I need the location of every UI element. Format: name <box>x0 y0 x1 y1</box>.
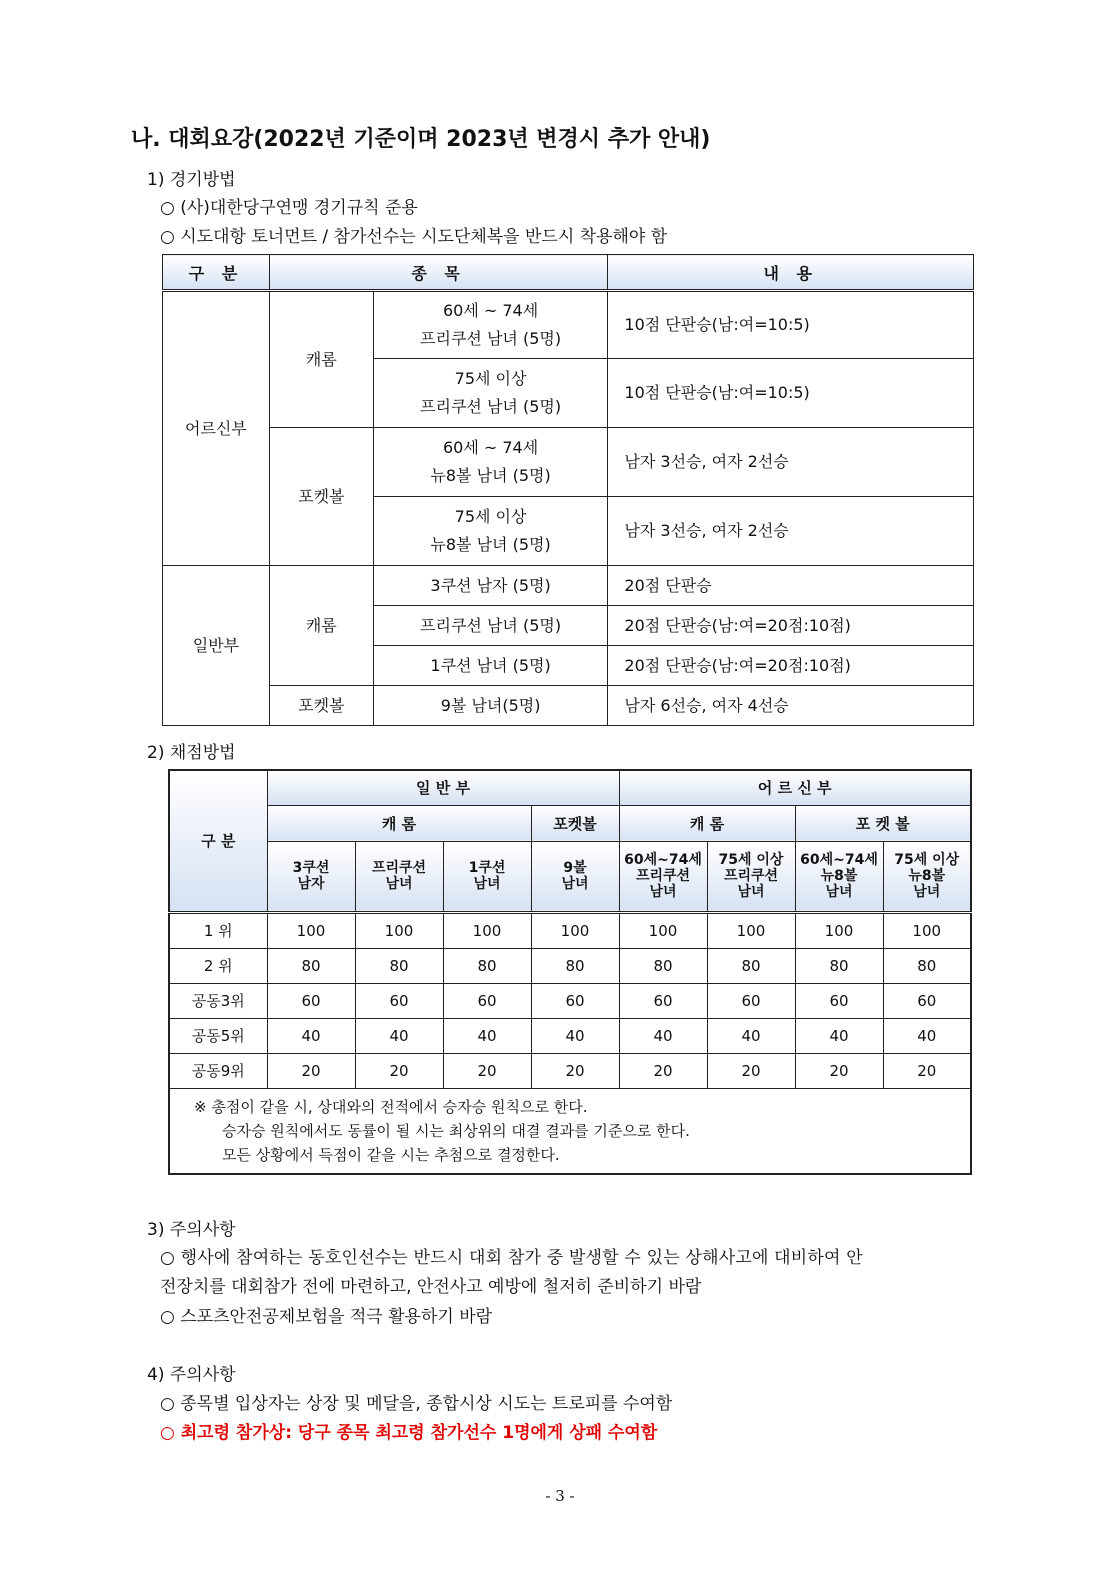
column-header: 3쿠션 남자 <box>267 841 355 912</box>
score-cell: 60 <box>707 983 795 1018</box>
rank-cell: 공동5위 <box>169 1018 267 1053</box>
method-item-1: ○ (사)대한당구연맹 경기규칙 준용 <box>160 198 418 218</box>
score-cell: 20 <box>531 1053 619 1088</box>
score-cell: 80 <box>795 948 883 983</box>
sub-general-pocket: 포켓볼 <box>531 805 619 841</box>
event-cell: 60세 ~ 74세 프리쿠션 남녀 (5명) <box>373 291 608 359</box>
content-cell: 20점 단판승 <box>608 566 974 606</box>
sub-elder-carom: 캐 롬 <box>619 805 795 841</box>
score-cell: 20 <box>355 1053 443 1088</box>
award-title: 4) 주의사항 <box>147 1365 236 1385</box>
score-cell: 40 <box>883 1018 971 1053</box>
method-title: 1) 경기방법 <box>147 170 236 190</box>
score-cell: 20 <box>267 1053 355 1088</box>
score-cell: 40 <box>355 1018 443 1053</box>
score-cell: 60 <box>619 983 707 1018</box>
score-cell: 60 <box>443 983 531 1018</box>
score-cell: 40 <box>795 1018 883 1053</box>
table-row <box>169 912 971 948</box>
event-cell: 1쿠션 남녀 (5명) <box>373 646 608 686</box>
score-cell: 40 <box>707 1018 795 1053</box>
score-cell: 60 <box>267 983 355 1018</box>
column-header: 75세 이상 뉴8볼 남녀 <box>883 841 971 912</box>
type-carom: 캐롬 <box>269 291 373 428</box>
scoring-corner: 구 분 <box>169 770 267 912</box>
score-cell: 100 <box>531 912 619 948</box>
table-row <box>169 1053 971 1088</box>
score-cell: 20 <box>619 1053 707 1088</box>
score-cell: 80 <box>619 948 707 983</box>
scoring-note: ※ 총점이 같을 시, 상대와의 전적에서 승자승 원칙으로 한다. 승자승 원칙에서도 동률이 될 시는 최상위의 대결 결과를 기준으로 한다. 모든 상황에서 득점이 같을 시는 추첨으로 결정한다. <box>169 1088 971 1174</box>
score-cell: 80 <box>883 948 971 983</box>
caution-item-1-line-1: ○ 행사에 참여하는 동호인선수는 반드시 대회 참가 중 발생할 수 있는 상해사고에 대비하여 안 <box>160 1248 863 1268</box>
score-cell: 100 <box>707 912 795 948</box>
rank-cell: 1 위 <box>169 912 267 948</box>
content-cell: 남자 3선승, 여자 2선승 <box>608 428 974 497</box>
type-pocket: 포켓볼 <box>269 686 373 726</box>
score-cell: 40 <box>443 1018 531 1053</box>
score-cell: 100 <box>355 912 443 948</box>
rank-cell: 공동9위 <box>169 1053 267 1088</box>
caution-title: 3) 주의사항 <box>147 1220 236 1240</box>
content-cell: 20점 단판승(남:여=20점:10점) <box>608 606 974 646</box>
column-header: 프리쿠션 남녀 <box>355 841 443 912</box>
award-item-2: ○ 최고령 참가상: 당구 종목 최고령 참가선수 1명에게 상패 수여함 <box>160 1423 658 1443</box>
caution-item-2: ○ 스포츠안전공제보험을 적극 활용하기 바람 <box>160 1307 493 1327</box>
score-cell: 80 <box>443 948 531 983</box>
score-cell: 20 <box>883 1053 971 1088</box>
score-cell: 80 <box>531 948 619 983</box>
event-cell: 프리쿠션 남녀 (5명) <box>373 606 608 646</box>
rank-cell: 2 위 <box>169 948 267 983</box>
division-general: 일반부 <box>163 566 270 726</box>
score-cell: 40 <box>619 1018 707 1053</box>
score-cell: 80 <box>355 948 443 983</box>
column-header: 75세 이상 프리쿠션 남녀 <box>707 841 795 912</box>
table-row <box>169 1018 971 1053</box>
group-general: 일 반 부 <box>267 770 619 805</box>
sub-elder-pocket: 포 켓 볼 <box>795 805 971 841</box>
column-header: 1쿠션 남녀 <box>443 841 531 912</box>
group-elder: 어 르 신 부 <box>619 770 971 805</box>
score-cell: 60 <box>795 983 883 1018</box>
score-cell: 60 <box>355 983 443 1018</box>
scoring-title: 2) 채점방법 <box>147 743 236 763</box>
score-cell: 100 <box>443 912 531 948</box>
content-cell: 10점 단판승(남:여=10:5) <box>608 291 974 359</box>
header-content: 내 용 <box>608 255 974 291</box>
content-cell: 10점 단판승(남:여=10:5) <box>608 359 974 428</box>
column-header: 9볼 남녀 <box>531 841 619 912</box>
score-cell: 20 <box>707 1053 795 1088</box>
award-item-1: ○ 종목별 입상자는 상장 및 메달을, 종합시상 시도는 트로피를 수여함 <box>160 1394 673 1414</box>
type-pocket: 포켓볼 <box>269 428 373 566</box>
table-row <box>169 983 971 1018</box>
event-cell: 9볼 남녀(5명) <box>373 686 608 726</box>
content-cell: 남자 6선승, 여자 4선승 <box>608 686 974 726</box>
caution-item-1-line-2: 전장치를 대회참가 전에 마련하고, 안전사고 예방에 철저히 준비하기 바람 <box>160 1277 702 1297</box>
score-cell: 80 <box>267 948 355 983</box>
content-cell: 남자 3선승, 여자 2선승 <box>608 497 974 566</box>
column-header: 60세~74세 뉴8볼 남녀 <box>795 841 883 912</box>
type-carom: 캐롬 <box>269 566 373 686</box>
header-category: 구 분 <box>163 255 270 291</box>
score-cell: 40 <box>531 1018 619 1053</box>
score-cell: 40 <box>267 1018 355 1053</box>
score-cell: 20 <box>795 1053 883 1088</box>
sub-general-carom: 캐 롬 <box>267 805 531 841</box>
event-cell: 75세 이상 뉴8볼 남녀 (5명) <box>373 497 608 566</box>
event-cell: 60세 ~ 74세 뉴8볼 남녀 (5명) <box>373 428 608 497</box>
table-row <box>169 948 971 983</box>
event-cell: 3쿠션 남자 (5명) <box>373 566 608 606</box>
score-cell: 100 <box>795 912 883 948</box>
score-cell: 100 <box>619 912 707 948</box>
score-cell: 100 <box>883 912 971 948</box>
section-heading: 나. 대회요강(2022년 기준이며 2023년 변경시 추가 안내) <box>131 127 711 152</box>
column-header: 60세~74세 프리쿠션 남녀 <box>619 841 707 912</box>
rank-cell: 공동3위 <box>169 983 267 1018</box>
events-table <box>162 254 974 726</box>
scoring-table <box>168 769 972 1175</box>
page-number: - 3 - <box>545 1487 575 1505</box>
header-event: 종 목 <box>269 255 608 291</box>
score-cell: 60 <box>531 983 619 1018</box>
content-cell: 20점 단판승(남:여=20점:10점) <box>608 646 974 686</box>
event-cell: 75세 이상 프리쿠션 남녀 (5명) <box>373 359 608 428</box>
division-elder: 어르신부 <box>163 291 270 566</box>
score-cell: 20 <box>443 1053 531 1088</box>
score-cell: 100 <box>267 912 355 948</box>
method-item-2: ○ 시도대항 토너먼트 / 참가선수는 시도단체복을 반드시 착용해야 함 <box>160 227 668 247</box>
score-cell: 80 <box>707 948 795 983</box>
score-cell: 60 <box>883 983 971 1018</box>
